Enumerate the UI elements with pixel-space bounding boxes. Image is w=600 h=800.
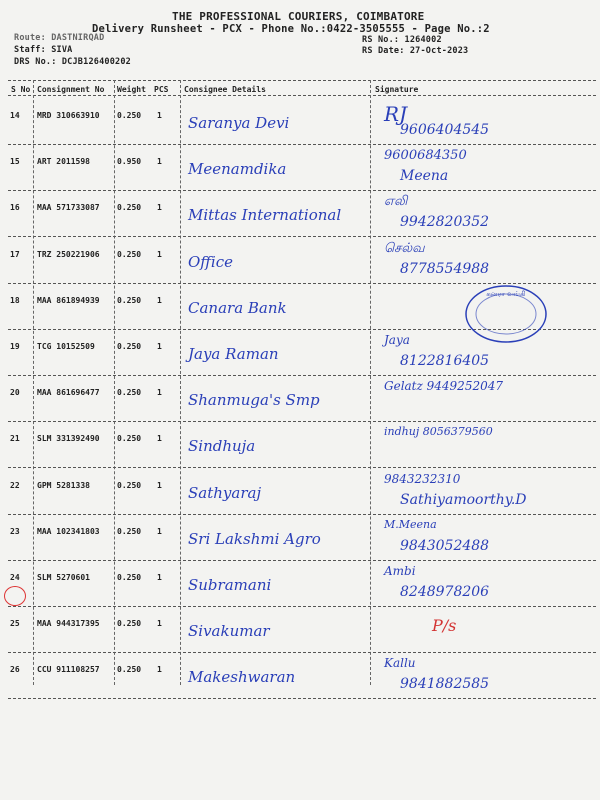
signature-mark: P/s	[432, 616, 457, 635]
consignee-name: Subramani	[188, 576, 272, 594]
signature-mark: 9843232310	[384, 472, 461, 486]
consignment-number: TCG 10152509	[37, 342, 95, 351]
consignee-name: Sivakumar	[188, 622, 270, 640]
consignee-name: Sindhuja	[188, 437, 256, 455]
serial-number: 22	[10, 481, 20, 490]
consignee-name: Canara Bank	[188, 299, 287, 317]
consignment-number: CCU 911108257	[37, 665, 100, 674]
row-rule	[8, 606, 596, 607]
staff-label: Staff: SIVA	[14, 45, 73, 55]
signature-mark: 9600684350	[384, 148, 467, 163]
signature-phone: Meena	[400, 168, 449, 184]
table-row	[0, 377, 600, 421]
weight-value: 0.250	[117, 481, 142, 490]
serial-number: 17	[10, 250, 20, 259]
table-row	[0, 146, 600, 190]
consignment-number: MAA 571733087	[37, 203, 100, 212]
pcs-value: 1	[157, 619, 162, 628]
consignment-number: MAA 861894939	[37, 296, 100, 305]
table-row	[0, 470, 600, 514]
serial-number: 14	[10, 111, 20, 120]
consignee-name: Jaya Raman	[188, 345, 279, 363]
serial-number: 16	[10, 203, 20, 212]
weight-value: 0.250	[117, 203, 142, 212]
serial-number: 26	[10, 665, 20, 674]
table-row	[0, 423, 600, 467]
serial-number: 15	[10, 157, 20, 166]
weight-value: 0.250	[117, 434, 142, 443]
col-header-sno: S No	[11, 85, 31, 94]
signature-mark: எலி	[384, 194, 408, 209]
col-header-consignee: Consignee Details	[184, 85, 266, 94]
signature-phone: 8248978206	[400, 584, 490, 600]
weight-value: 0.250	[117, 111, 142, 120]
consignment-number: MAA 102341803	[37, 527, 100, 536]
weight-value: 0.250	[117, 619, 142, 628]
runsheet-title: Delivery Runsheet - PCX - Phone No.:0422-3505555 - Page No.:2	[92, 23, 490, 35]
consignee-name: Saranya Devi	[188, 114, 290, 132]
header-rule-top	[8, 80, 596, 81]
row-rule	[8, 236, 596, 237]
serial-number: 21	[10, 434, 20, 443]
bank-stamp	[462, 282, 550, 346]
row-rule	[8, 144, 596, 145]
consignee-name: Sri Lakshmi Agro	[188, 530, 321, 548]
pcs-value: 1	[157, 342, 162, 351]
signature-phone: 8778554988	[400, 261, 490, 277]
pcs-value: 1	[157, 573, 162, 582]
consignment-number: GPM 5281338	[37, 481, 90, 490]
table-row	[0, 608, 600, 652]
serial-number: 25	[10, 619, 20, 628]
weight-value: 0.250	[117, 665, 142, 674]
signature-mark: Ambi	[384, 564, 416, 578]
signature-phone: 8122816405	[400, 353, 490, 369]
signature-mark: Gelatz 9449252047	[384, 379, 503, 393]
consignment-number: MRD 310663910	[37, 111, 100, 120]
pcs-value: 1	[157, 434, 162, 443]
signature-mark: RJ	[384, 102, 408, 126]
consignment-number: MAA 861696477	[37, 388, 100, 397]
drs-number: DRS No.: DCJB126400202	[14, 57, 131, 67]
company-title: THE PROFESSIONAL COURIERS, COIMBATORE	[172, 10, 425, 23]
serial-number: 23	[10, 527, 20, 536]
consignment-number: ART 2011598	[37, 157, 90, 166]
consignment-number: SLM 5270601	[37, 573, 90, 582]
row-rule	[8, 375, 596, 376]
table-row	[0, 239, 600, 283]
table-row	[0, 192, 600, 236]
row-rule	[8, 698, 596, 699]
weight-value: 0.250	[117, 296, 142, 305]
weight-value: 0.250	[117, 388, 142, 397]
consignee-name: Makeshwaran	[188, 668, 296, 686]
signature-phone: 9606404545	[400, 122, 490, 138]
pcs-value: 1	[157, 527, 162, 536]
weight-value: 0.250	[117, 573, 142, 582]
rs-number: RS No.: 1264002	[362, 35, 442, 45]
serial-number: 18	[10, 296, 20, 305]
col-header-weight: Weight	[117, 85, 146, 94]
route-label: Route: DASTNIRQAD	[14, 33, 105, 43]
signature-phone: 9942820352	[400, 214, 490, 230]
pcs-value: 1	[157, 203, 162, 212]
row-rule	[8, 190, 596, 191]
pcs-value: 1	[157, 388, 162, 397]
weight-value: 0.250	[117, 527, 142, 536]
consignee-name: Mittas International	[188, 206, 342, 224]
consignment-number: SLM 331392490	[37, 434, 100, 443]
row-rule	[8, 421, 596, 422]
serial-circle-mark	[4, 586, 26, 606]
weight-value: 0.250	[117, 250, 142, 259]
pcs-value: 1	[157, 111, 162, 120]
stamp-text: கனரா வங்கி	[486, 290, 526, 298]
consignee-name: Office	[188, 253, 233, 271]
weight-value: 0.250	[117, 342, 142, 351]
signature-phone: 9843052488	[400, 538, 490, 554]
consignment-number: TRZ 250221906	[37, 250, 100, 259]
col-header-pcs: PCS	[154, 85, 169, 94]
consignee-name: Meenamdika	[188, 160, 287, 178]
consignment-number: MAA 944317395	[37, 619, 100, 628]
pcs-value: 1	[157, 157, 162, 166]
table-row	[0, 654, 600, 698]
row-rule	[8, 514, 596, 515]
signature-mark: M.Meena	[384, 518, 437, 531]
row-rule	[8, 467, 596, 468]
pcs-value: 1	[157, 296, 162, 305]
table-row	[0, 516, 600, 560]
signature-mark: Kallu	[384, 656, 416, 670]
signature-phone: Sathiyamoorthy.D	[400, 492, 527, 508]
row-rule	[8, 652, 596, 653]
col-header-consignment: Consignment No	[37, 85, 105, 94]
serial-number: 24	[10, 573, 20, 582]
signature-phone: 9841882585	[400, 676, 490, 692]
table-row	[0, 100, 600, 144]
serial-number: 20	[10, 388, 20, 397]
weight-value: 0.950	[117, 157, 142, 166]
row-rule	[8, 560, 596, 561]
header-rule-bottom	[8, 95, 596, 96]
col-header-signature: Signature	[375, 85, 419, 94]
signature-mark: செல்வ	[384, 241, 425, 256]
pcs-value: 1	[157, 665, 162, 674]
consignee-name: Shanmuga's Smp	[188, 391, 320, 409]
table-row	[0, 562, 600, 606]
rs-date: RS Date: 27-Oct-2023	[362, 46, 469, 56]
signature-mark: indhuj 8056379560	[384, 425, 493, 438]
pcs-value: 1	[157, 481, 162, 490]
consignee-name: Sathyaraj	[188, 484, 262, 502]
pcs-value: 1	[157, 250, 162, 259]
serial-number: 19	[10, 342, 20, 351]
signature-mark: Jaya	[384, 333, 410, 347]
